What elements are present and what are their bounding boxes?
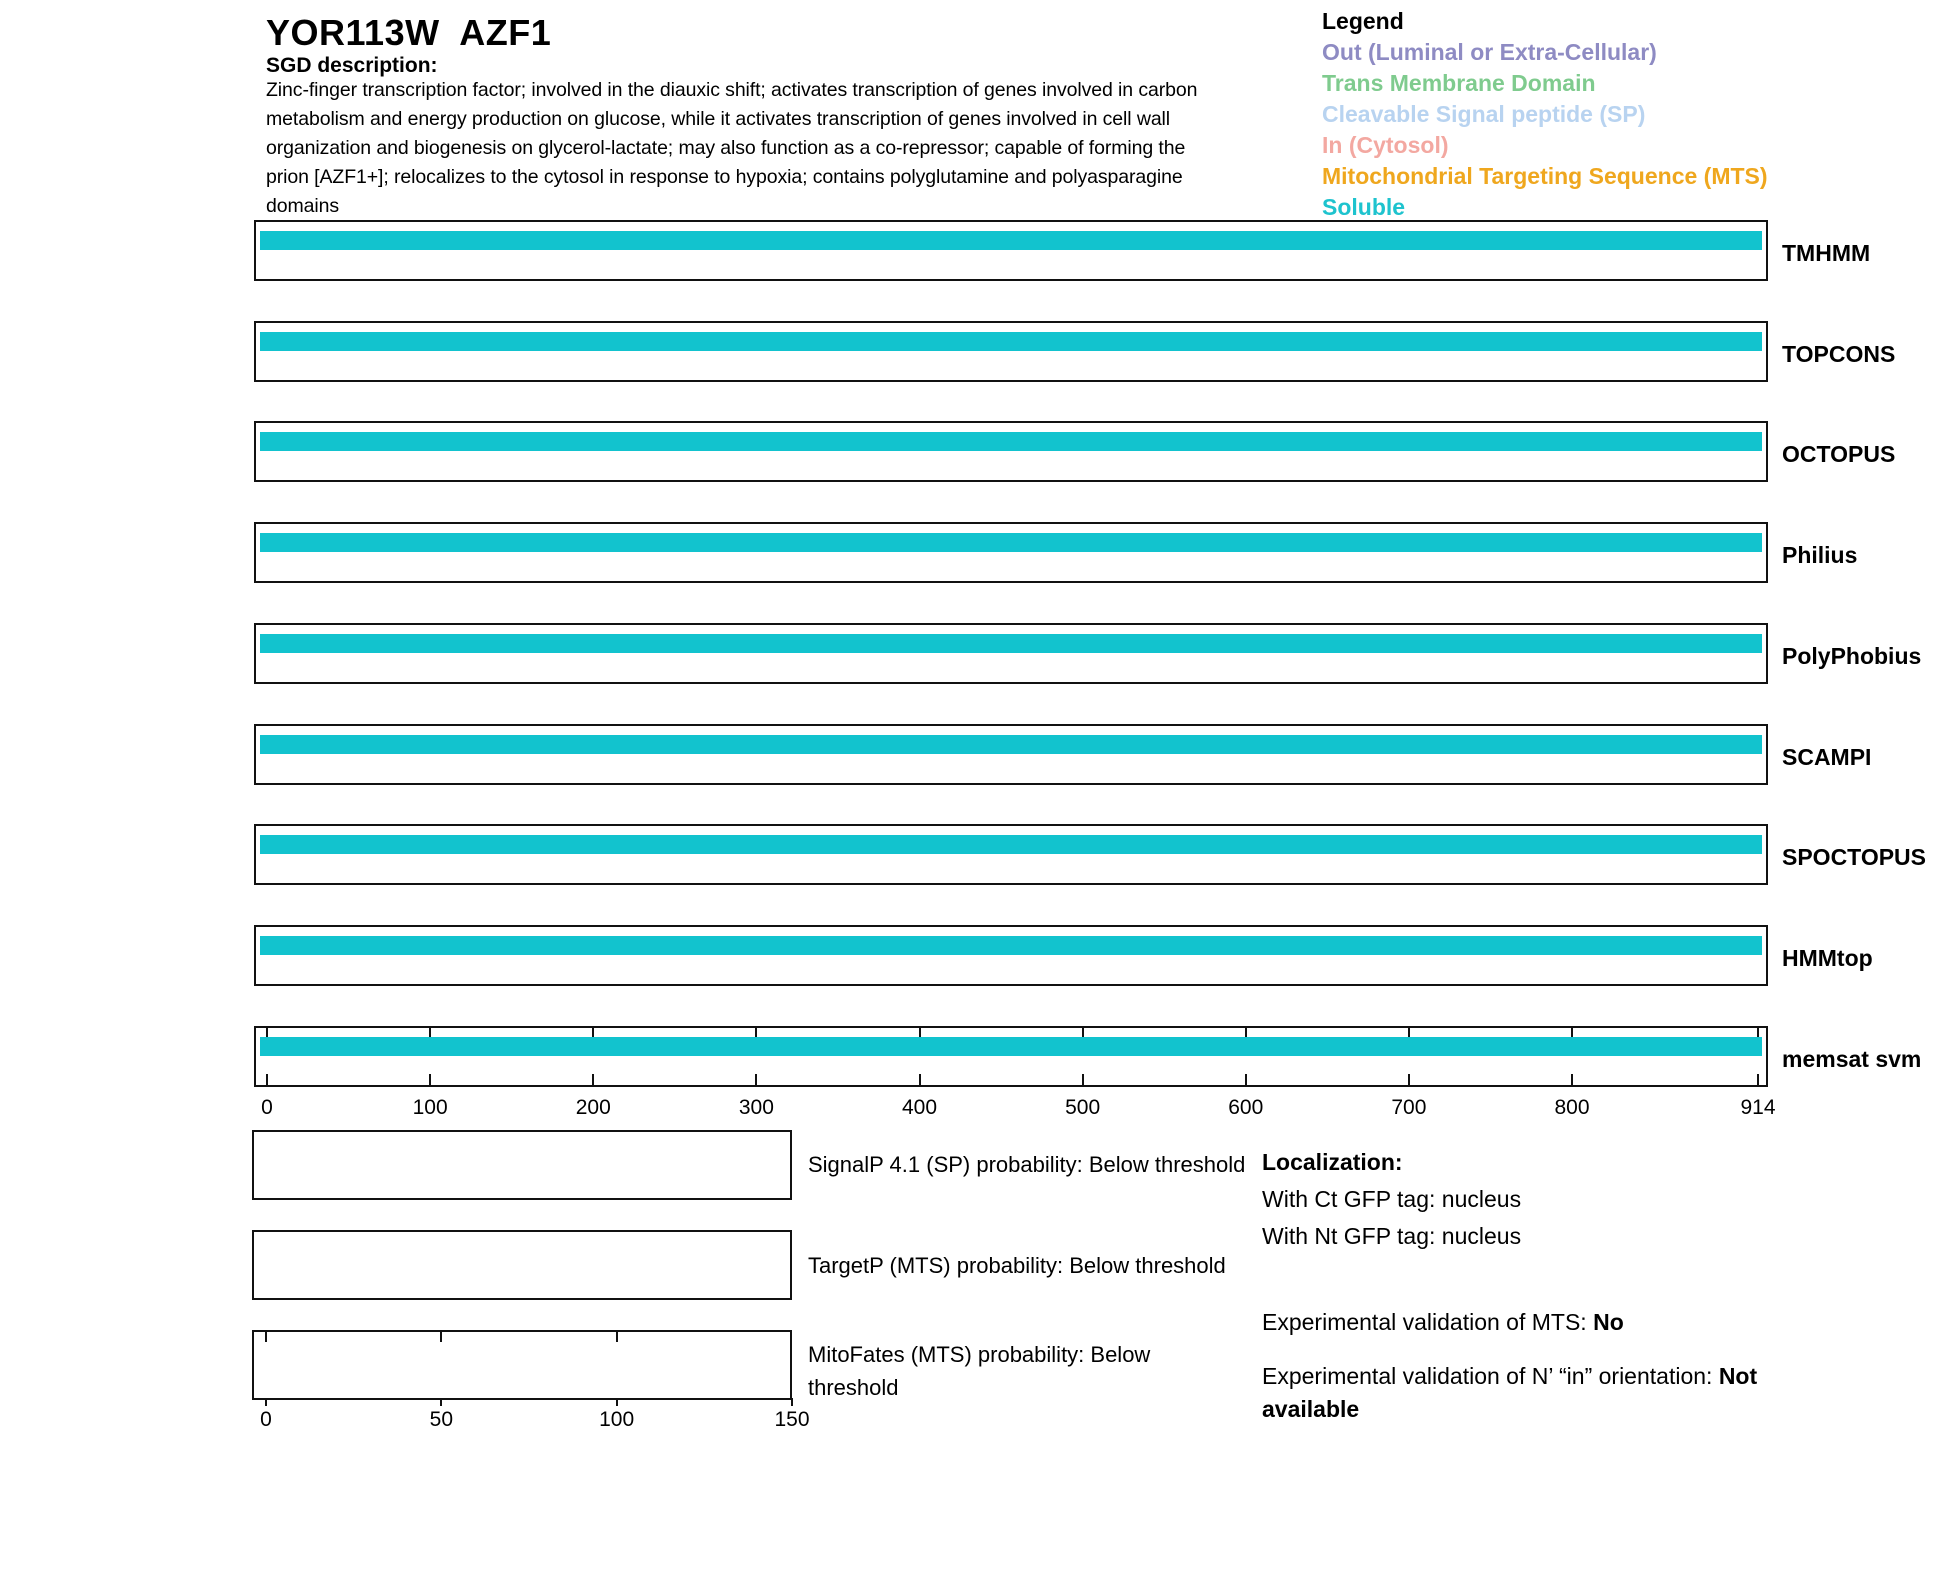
mitofates-tick-top xyxy=(440,1332,442,1342)
track-label-memsat-svm: memsat svm xyxy=(1782,1045,1922,1072)
soluble-span-bar xyxy=(260,936,1762,955)
soluble-span-bar xyxy=(260,332,1762,351)
ruler-tick-bottom xyxy=(1408,1074,1410,1085)
mitofates-axis-tick-label: 0 xyxy=(260,1408,272,1431)
legend-entry: Cleavable Signal peptide (SP) xyxy=(1322,101,1646,127)
sgd-description-line: organization and biogenesis on glycerol-lactate; may also function as a co-repressor; capable of forming the xyxy=(266,137,1186,159)
sgd-description-line: metabolism and energy production on glucose, while it activates transcription of genes involved in cell wall xyxy=(266,108,1171,130)
track-label-octopus: OCTOPUS xyxy=(1782,441,1896,468)
ruler-tick-bottom xyxy=(592,1074,594,1085)
soluble-span-bar xyxy=(260,231,1762,250)
mts-validation-value: No xyxy=(1593,1309,1624,1335)
legend-entries xyxy=(1322,37,1768,223)
nin-validation-label: Experimental validation of N’ “in” orientation: xyxy=(1262,1363,1719,1389)
track-label-tmhmm: TMHMM xyxy=(1782,240,1871,266)
track-box-philius xyxy=(254,522,1768,583)
mts-validation-line xyxy=(1262,1306,1624,1339)
localization-heading: Localization: xyxy=(1262,1149,1403,1175)
mitofates-box xyxy=(252,1330,792,1400)
mitofates-tick-bottom xyxy=(616,1398,618,1406)
track-label-topcons: TOPCONS xyxy=(1782,340,1896,367)
ruler-tick-bottom xyxy=(1082,1074,1084,1085)
ruler-tick-bottom xyxy=(1757,1074,1759,1085)
residue-axis-tick-label: 914 xyxy=(1740,1096,1776,1119)
nin-validation-value: Not available xyxy=(1262,1363,1758,1422)
track-box-memsat-svm xyxy=(254,1026,1768,1087)
track-label-polyphobius: PolyPhobius xyxy=(1782,642,1922,669)
legend-title: Legend xyxy=(1322,8,1404,34)
legend-entry: Soluble xyxy=(1322,194,1406,220)
track-label-hmmtop: HMMtop xyxy=(1782,944,1873,971)
track-box-hmmtop xyxy=(254,925,1768,986)
residue-axis-tick-label: 100 xyxy=(412,1096,448,1119)
track-label-philius: Philius xyxy=(1782,542,1858,569)
track-box-tmhmm xyxy=(254,220,1768,281)
mitofates-tick-bottom xyxy=(265,1398,267,1406)
ruler-tick-bottom xyxy=(919,1074,921,1085)
residue-axis-tick-label: 400 xyxy=(901,1096,938,1119)
mitofates-tick-bottom xyxy=(791,1398,793,1406)
mitofates-tick-top xyxy=(265,1332,267,1342)
localization-nt-line: With Nt GFP tag: nucleus xyxy=(1262,1223,1522,1249)
page-title: YOR113W AZF1 xyxy=(266,12,552,53)
sgd-description-line: prion [AZF1+]; relocalizes to the cytosol in response to hypoxia; contains polyglutamine and polyasparagine xyxy=(266,166,1183,188)
mitofates-label-line2: threshold xyxy=(808,1375,899,1400)
soluble-span-bar xyxy=(260,835,1762,854)
mitofates-tick-bottom xyxy=(440,1398,442,1406)
legend-entry: In (Cytosol) xyxy=(1322,132,1449,158)
mts-validation-label: Experimental validation of MTS: xyxy=(1262,1309,1594,1335)
residue-axis-tick-label: 500 xyxy=(1065,1096,1101,1119)
sgd-description-label: SGD description: xyxy=(266,54,438,77)
residue-axis-tick-label: 300 xyxy=(738,1096,774,1119)
legend-entry: Mitochondrial Targeting Sequence (MTS) xyxy=(1322,163,1768,189)
soluble-span-bar xyxy=(260,533,1762,552)
targetp-box xyxy=(252,1230,792,1300)
track-box-scampi xyxy=(254,724,1768,785)
sgd-description-line: domains xyxy=(266,195,340,217)
nin-validation-line xyxy=(1262,1360,1847,1426)
mitofates-axis-tick-label: 100 xyxy=(599,1408,635,1431)
soluble-span-bar xyxy=(260,634,1762,653)
ruler-tick-bottom xyxy=(1245,1074,1247,1085)
ruler-tick-bottom xyxy=(755,1074,757,1085)
residue-axis-tick-label: 800 xyxy=(1554,1096,1590,1119)
mitofates-axis-tick-label: 50 xyxy=(429,1408,454,1431)
residue-axis-tick-label: 0 xyxy=(261,1096,273,1119)
legend xyxy=(1322,6,1768,223)
residue-axis-tick-label: 600 xyxy=(1228,1096,1264,1119)
ruler-tick-bottom xyxy=(429,1074,431,1085)
signalp-box xyxy=(252,1130,792,1200)
legend-entry: Out (Luminal or Extra-Cellular) xyxy=(1322,39,1657,65)
mitofates-axis-tick-label: 150 xyxy=(774,1408,810,1431)
legend-entry: Trans Membrane Domain xyxy=(1322,70,1596,96)
mitofates-label-line1: MitoFates (MTS) probability: Below xyxy=(808,1342,1151,1367)
track-box-polyphobius xyxy=(254,623,1768,684)
track-label-spoctopus: SPOCTOPUS xyxy=(1782,844,1926,871)
sgd-description-text xyxy=(266,76,1197,221)
track-box-spoctopus xyxy=(254,824,1768,885)
track-box-octopus xyxy=(254,421,1768,482)
sgd-description-line: Zinc-finger transcription factor; involved in the diauxic shift; activates transcription of genes involved in carbon xyxy=(266,79,1198,101)
ruler-tick-bottom xyxy=(266,1074,268,1085)
localization-ct-line: With Ct GFP tag: nucleus xyxy=(1262,1186,1522,1212)
track-box-topcons xyxy=(254,321,1768,382)
track-label-scampi: SCAMPI xyxy=(1782,743,1872,770)
residue-axis-tick-label: 700 xyxy=(1391,1096,1427,1119)
soluble-span-bar xyxy=(260,735,1762,754)
targetp-label: TargetP (MTS) probability: Below threshold xyxy=(808,1253,1226,1278)
ruler-tick-bottom xyxy=(1571,1074,1573,1085)
residue-axis-tick-label: 200 xyxy=(575,1096,611,1119)
soluble-span-bar xyxy=(260,1037,1762,1056)
mitofates-tick-top xyxy=(616,1332,618,1342)
signalp-label: SignalP 4.1 (SP) probability: Below threshold xyxy=(808,1152,1246,1177)
soluble-span-bar xyxy=(260,432,1762,451)
